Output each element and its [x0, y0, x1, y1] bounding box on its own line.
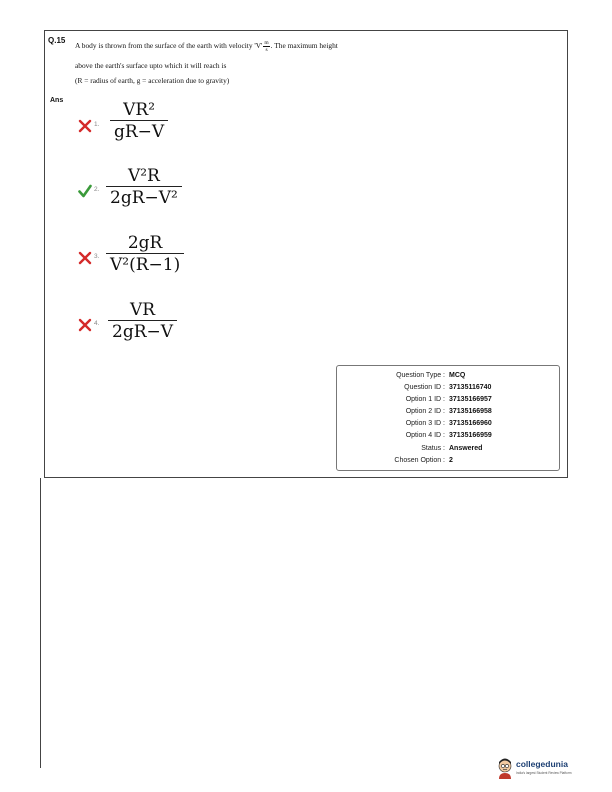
- info-label: Chosen Option :: [394, 457, 445, 464]
- info-row-option-4-id: [337, 432, 561, 442]
- question-info-box: [336, 365, 560, 471]
- option-1-number: 1.: [94, 121, 100, 128]
- option-4-numerator: VR: [129, 300, 156, 320]
- option-4-denominator: 2gR−V: [112, 322, 174, 343]
- info-row-option-2-id: [337, 408, 561, 418]
- info-row-option-3-id: [337, 420, 561, 430]
- mascot-icon: [496, 758, 514, 780]
- info-value: 37135166959: [449, 432, 492, 439]
- ans-label: Ans: [50, 97, 64, 104]
- option-2-number: 2.: [94, 186, 100, 193]
- unit-denominator: s: [265, 47, 268, 53]
- info-label: Option 4 ID :: [405, 432, 445, 439]
- info-label: Option 3 ID :: [405, 420, 445, 427]
- info-value: MCQ: [449, 372, 466, 379]
- info-row-question-type: [337, 372, 561, 382]
- velocity-unit: [263, 40, 269, 53]
- info-value: 37135166957: [449, 396, 492, 403]
- question-text-prefix: A body is thrown from the surface of the earth with velocity 'V': [75, 41, 263, 51]
- option-3-number: 3.: [94, 253, 100, 260]
- option-1-denominator: gR−V: [114, 122, 165, 143]
- check-icon: [78, 184, 92, 198]
- option-4-fraction: [108, 300, 177, 343]
- option-3-fraction: [106, 233, 184, 276]
- option-2-fraction: [106, 166, 182, 209]
- logo-name: collegedunia: [516, 759, 568, 769]
- info-label: Option 1 ID :: [405, 396, 445, 403]
- info-value: Answered: [449, 445, 483, 452]
- unit-numerator: m: [264, 40, 269, 46]
- info-label: Question Type :: [396, 372, 445, 379]
- question-text-line-3: (R = radius of earth, g = acceleration due to gravity): [75, 76, 230, 85]
- option-4-number: 4.: [94, 320, 100, 327]
- info-row-option-1-id: [337, 396, 561, 406]
- question-text-line-1: [75, 40, 338, 53]
- question-text-line-2: above the earth's surface upto which it will reach is: [75, 61, 227, 70]
- info-row-question-id: [337, 384, 561, 394]
- option-1-numerator: VR²: [123, 100, 156, 120]
- info-value: 2: [449, 457, 453, 464]
- info-label: Status :: [421, 445, 445, 452]
- option-3-numerator: 2gR: [127, 233, 163, 253]
- info-row-chosen-option: [337, 457, 561, 467]
- option-1-fraction: [110, 100, 168, 143]
- cross-icon: [78, 318, 92, 332]
- logo-tagline: India's largest Student Review Platform: [516, 771, 572, 775]
- info-value: 37135116740: [449, 384, 492, 391]
- question-number: Q.15: [48, 36, 66, 45]
- cross-icon: [78, 251, 92, 265]
- info-row-status: [337, 445, 561, 455]
- info-label: Option 2 ID :: [405, 408, 445, 415]
- option-2-denominator: 2gR−V²: [110, 188, 178, 209]
- cross-icon: [78, 119, 92, 133]
- info-value: 37135166958: [449, 408, 492, 415]
- info-value: 37135166960: [449, 420, 492, 427]
- left-margin-line: [40, 478, 41, 768]
- info-label: Question ID :: [404, 384, 445, 391]
- collegedunia-logo: [496, 758, 572, 782]
- option-3-denominator: V²(R−1): [110, 255, 181, 276]
- option-2-numerator: V²R: [127, 166, 160, 186]
- question-text-suffix: . The maximum height: [270, 41, 338, 51]
